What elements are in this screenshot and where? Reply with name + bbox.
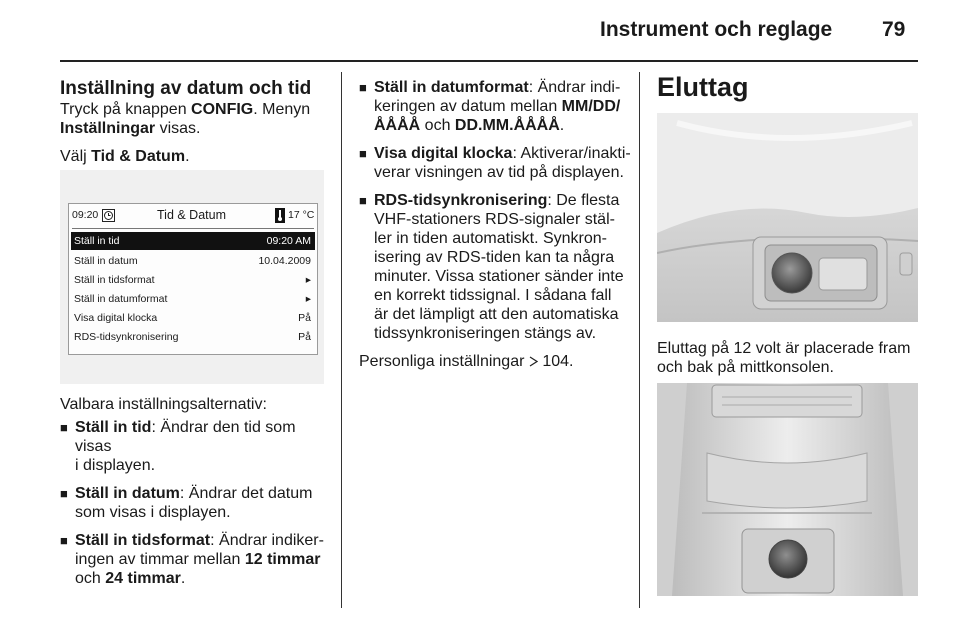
section-heading: Eluttag — [657, 72, 749, 102]
header-rule — [60, 60, 918, 62]
section-heading: Inställning av datum och tid — [60, 78, 312, 99]
cross-reference: Personliga inställningar 104. — [359, 353, 574, 370]
front-power-outlet-photo — [657, 113, 918, 322]
menu-row-date-format[interactable]: Ställ in datumformat ▸ — [71, 290, 315, 308]
middle-column — [359, 78, 631, 371]
page-number: 79 — [882, 18, 906, 41]
right-column — [657, 72, 927, 102]
arrow-right-icon: ▸ — [305, 274, 311, 286]
list-item: ■ Visa digital klocka: Aktiverar/inakti- verar visningen av tid på displayen. — [359, 144, 631, 182]
select-paragraph: Välj Tid & Datum. — [60, 148, 190, 165]
display-time: 09:20 — [72, 209, 99, 221]
list-item: ■ Ställ in tid: Ändrar den tid som visas i displayen. — [60, 418, 332, 475]
menu-row-rds-sync[interactable]: RDS-tidsynkronisering På — [74, 331, 311, 343]
page-header-title: Instrument och reglage — [600, 18, 833, 41]
options-intro: Valbara inställningsalternativ: — [60, 396, 267, 413]
display-status-bar — [69, 204, 317, 228]
menu-row-set-time[interactable]: Ställ in tid 09:20 AM — [71, 232, 315, 250]
display-screen — [68, 203, 318, 355]
list-item: ■ Ställ in datum: Ändrar det datum som visas i displayen. — [60, 484, 332, 522]
rear-power-outlet-photo — [657, 383, 918, 596]
list-item: ■ Ställ in datumformat: Ändrar indi- keringen av datum mellan MM/DD/ ÅÅÅÅ och DD.MM.ÅÅÅÅ. — [359, 78, 631, 135]
left-column — [60, 78, 330, 166]
thermometer-icon — [275, 208, 285, 223]
list-item: ■ Ställ in tidsformat: Ändrar indiker- ingen av timmar mellan 12 timmar och 24 timmar. — [60, 531, 332, 588]
intro-paragraph: Tryck på knappen CONFIG. Menyn Inställningar visas. — [60, 101, 311, 137]
menu-row-time-format[interactable]: Ställ in tidsformat ▸ — [71, 271, 315, 289]
column-divider-left — [341, 72, 342, 608]
arrow-right-icon — [529, 356, 538, 367]
display-separator — [72, 228, 314, 229]
list-item: ■ RDS-tidsynkronisering: De flesta VHF-stationers RDS-signaler stäl- ler in tiden automatiskt. Synkron- isering av RDS-tiden kan ta några minuter. Vissa stationer sänder inte en korrekt tidssignal. I sådana fall är det lämpligt att den automatiska tidssynkroniseringen stängs av. — [359, 191, 631, 343]
display-title: Tid & Datum — [157, 208, 227, 222]
menu-row-digital-clock[interactable]: Visa digital klocka På — [74, 312, 311, 324]
clock-icon — [102, 209, 115, 222]
display-temperature: 17 °C — [288, 209, 315, 221]
column-divider-right — [639, 72, 640, 608]
power-outlet-caption: Eluttag på 12 volt är placerade fram och bak på mittkonsolen. — [657, 340, 911, 376]
arrow-right-icon: ▸ — [305, 293, 311, 305]
menu-row-set-date[interactable]: Ställ in datum 10.04.2009 — [74, 255, 311, 267]
display-illustration — [60, 170, 324, 384]
options-section — [60, 395, 332, 588]
